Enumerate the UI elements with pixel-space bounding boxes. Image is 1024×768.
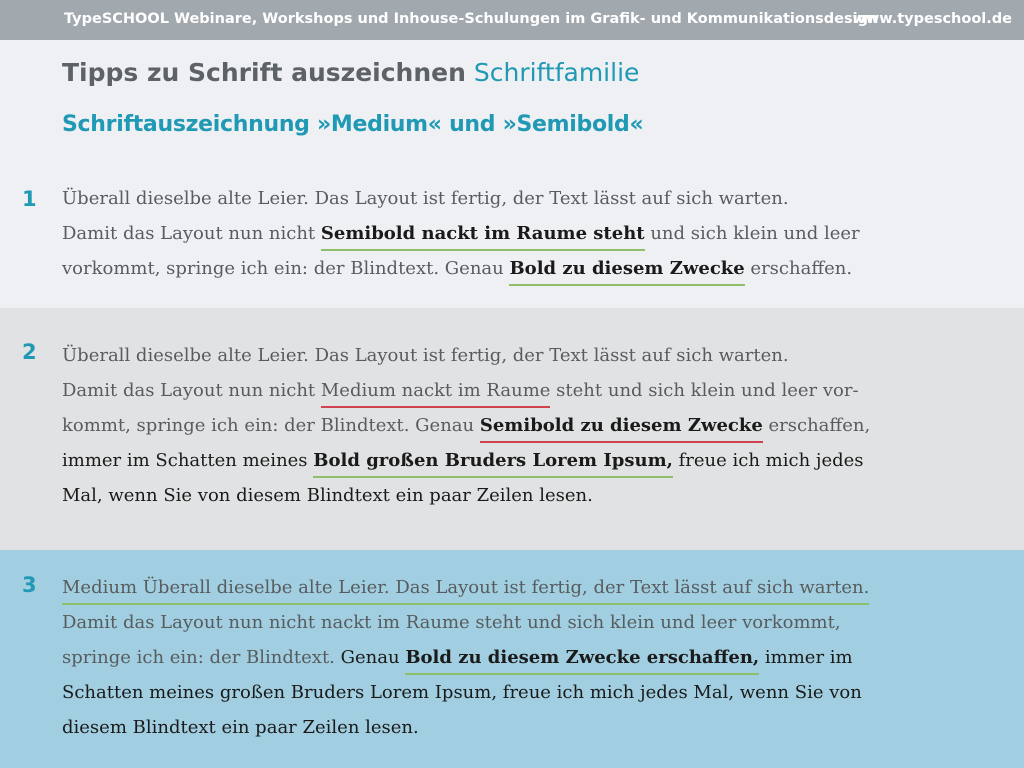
text-run: kommt, springe ich ein: der Blindtext. Genau	[62, 415, 480, 436]
title-accent: Schriftfamilie	[473, 58, 640, 87]
sample-paragraph	[62, 181, 860, 286]
text-line	[62, 675, 869, 710]
text-run: Damit das Layout nun nicht	[62, 223, 321, 244]
semibold-highlight: Semibold nackt im Raume steht	[321, 223, 645, 251]
text-line	[62, 710, 869, 745]
text-run: immer im Schatten meines	[62, 450, 314, 471]
text-line	[62, 181, 860, 216]
bold-highlight: Bold zu diesem Zwecke erschaffen,	[405, 647, 759, 675]
banner-text: TypeSCHOOL Webinare, Workshops und Inhouse-Schulungen im Grafik- und Kommunikationsdesign	[64, 11, 879, 27]
semibold-highlight: Semibold zu diesem Zwecke	[480, 415, 763, 443]
example-section-1	[0, 168, 1024, 308]
title-main: Tipps zu Schrift auszeichnen	[62, 58, 466, 87]
text-line	[62, 216, 860, 251]
page-subtitle: Schriftauszeichnung »Medium« und »Semibold«	[62, 112, 644, 137]
text-run: springe ich ein: der Blindtext.	[62, 647, 335, 668]
text-line	[62, 408, 870, 443]
text-run: Damit das Layout nun nicht	[62, 380, 321, 401]
medium-highlight: Medium nackt im Raume	[321, 380, 551, 408]
sample-paragraph	[62, 338, 870, 513]
text-run: immer im	[759, 647, 853, 668]
text-run: freue ich mich jedes	[672, 450, 864, 471]
text-line	[62, 640, 869, 675]
section-number: 3	[22, 573, 37, 597]
bold-highlight: Bold großen Bruders Lorem Ipsum,	[313, 450, 673, 478]
text-run: Genau	[334, 647, 406, 668]
section-number: 2	[22, 340, 37, 364]
medium-highlight: Medium Überall dieselbe alte Leier. Das Layout ist fertig, der Text lässt auf sich warten.	[62, 577, 869, 605]
text-run: erschaffen,	[762, 415, 871, 436]
text-run: Damit das Layout nun nicht nackt im Raume steht und sich klein und leer vorkommt,	[62, 612, 841, 633]
text-run: diesem Blindtext ein paar Zeilen lesen.	[62, 717, 419, 738]
text-line	[62, 373, 870, 408]
page-title	[62, 58, 639, 87]
text-line	[62, 478, 870, 513]
text-run: vorkommt, springe ich ein: der Blindtext. Genau	[62, 258, 510, 279]
section-number: 1	[22, 187, 37, 211]
text-line	[62, 251, 860, 286]
top-banner	[0, 0, 1024, 40]
text-line	[62, 338, 870, 373]
text-line	[62, 443, 870, 478]
example-section-3	[0, 550, 1024, 768]
text-line	[62, 570, 869, 605]
text-run: Überall dieselbe alte Leier. Das Layout ist fertig, der Text lässt auf sich warten.	[62, 188, 789, 209]
example-section-2	[0, 308, 1024, 550]
text-run: Schatten meines großen Bruders Lorem Ipsum, freue ich mich jedes Mal, wenn Sie von	[62, 682, 862, 703]
text-run: und sich klein und leer	[644, 223, 860, 244]
text-line	[62, 605, 869, 640]
text-run: Überall dieselbe alte Leier. Das Layout ist fertig, der Text lässt auf sich warten.	[62, 345, 789, 366]
text-run: erschaffen.	[744, 258, 853, 279]
website-url[interactable]: www.typeschool.de	[852, 11, 1012, 27]
bold-highlight: Bold zu diesem Zwecke	[509, 258, 744, 286]
text-run: Mal, wenn Sie von diesem Blindtext ein paar Zeilen lesen.	[62, 485, 593, 506]
sample-paragraph	[62, 570, 869, 745]
text-run: steht und sich klein und leer vor-	[550, 380, 859, 401]
